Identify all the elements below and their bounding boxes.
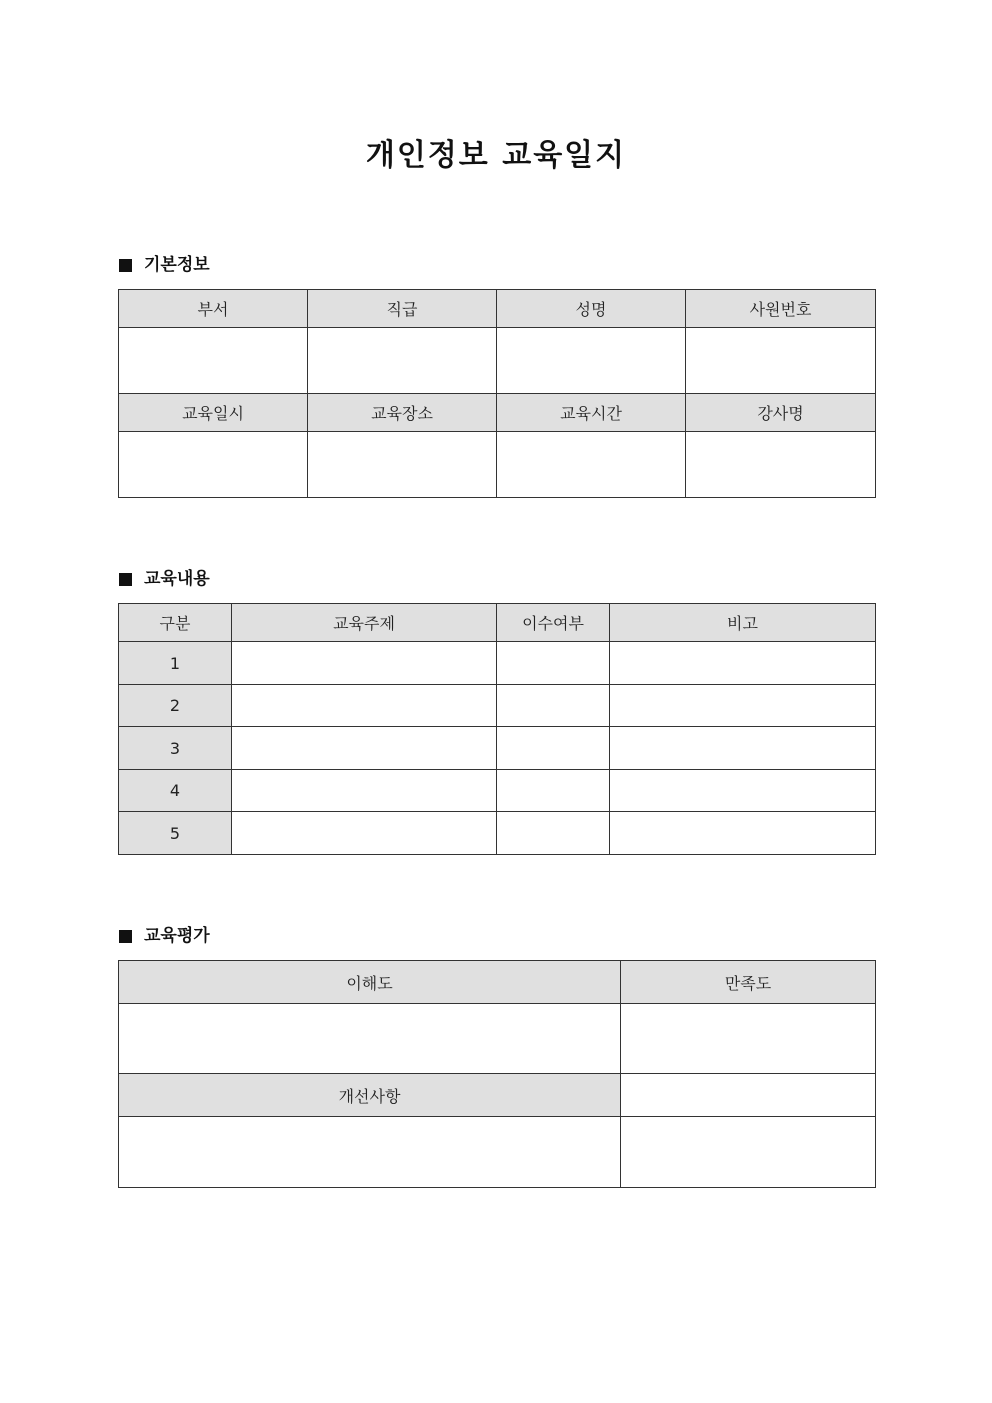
empty-cell [621, 1074, 876, 1117]
basic-info-table [118, 289, 876, 498]
training-datetime-field[interactable] [119, 432, 308, 498]
header-category: 구분 [119, 604, 232, 642]
header-satisfaction: 만족도 [621, 961, 876, 1004]
header-improvement: 개선사항 [119, 1074, 621, 1117]
row-number: 3 [119, 727, 232, 770]
understanding-field[interactable] [119, 1004, 621, 1074]
header-department: 부서 [119, 290, 308, 328]
header-remarks: 비고 [610, 604, 876, 642]
topic-field[interactable] [232, 685, 497, 727]
employee-number-field[interactable] [686, 328, 876, 394]
header-topic: 교육주제 [232, 604, 497, 642]
header-position: 직급 [308, 290, 497, 328]
remarks-field[interactable] [610, 770, 876, 812]
page-title: 개인정보 교육일지 [365, 138, 627, 173]
section-heading-label: 교육내용 [144, 569, 210, 589]
header-employee-number: 사원번호 [686, 290, 876, 328]
square-bullet-icon [119, 930, 132, 943]
table-row [119, 812, 876, 855]
training-content-table [118, 603, 876, 855]
header-instructor: 강사명 [686, 394, 876, 432]
completion-field[interactable] [497, 642, 610, 685]
improvement-field[interactable] [119, 1117, 621, 1188]
row-number: 2 [119, 685, 232, 727]
remarks-field[interactable] [610, 685, 876, 727]
remarks-field[interactable] [610, 642, 876, 685]
table-row [119, 685, 876, 727]
topic-field[interactable] [232, 642, 497, 685]
completion-field[interactable] [497, 770, 610, 812]
row-number: 1 [119, 642, 232, 685]
section-heading-label: 교육평가 [144, 926, 210, 946]
remarks-field[interactable] [610, 812, 876, 855]
section-heading-content [119, 567, 210, 591]
topic-field[interactable] [232, 812, 497, 855]
instructor-field[interactable] [686, 432, 876, 498]
satisfaction-field[interactable] [621, 1004, 876, 1074]
section-heading-evaluation [119, 924, 210, 948]
training-duration-field[interactable] [497, 432, 686, 498]
remarks-field[interactable] [610, 727, 876, 770]
section-heading-basic-info [119, 253, 210, 277]
completion-field[interactable] [497, 685, 610, 727]
topic-field[interactable] [232, 770, 497, 812]
completion-field[interactable] [497, 727, 610, 770]
table-row [119, 727, 876, 770]
training-location-field[interactable] [308, 432, 497, 498]
table-row [119, 642, 876, 685]
evaluation-table [118, 960, 876, 1188]
section-heading-label: 기본정보 [144, 255, 210, 275]
row-number: 5 [119, 812, 232, 855]
square-bullet-icon [119, 573, 132, 586]
header-name: 성명 [497, 290, 686, 328]
header-training-datetime: 교육일시 [119, 394, 308, 432]
header-training-location: 교육장소 [308, 394, 497, 432]
header-completion: 이수여부 [497, 604, 610, 642]
completion-field[interactable] [497, 812, 610, 855]
empty-cell [621, 1117, 876, 1188]
department-field[interactable] [119, 328, 308, 394]
name-field[interactable] [497, 328, 686, 394]
position-field[interactable] [308, 328, 497, 394]
row-number: 4 [119, 770, 232, 812]
header-training-duration: 교육시간 [497, 394, 686, 432]
header-understanding: 이해도 [119, 961, 621, 1004]
topic-field[interactable] [232, 727, 497, 770]
table-row [119, 770, 876, 812]
square-bullet-icon [119, 259, 132, 272]
